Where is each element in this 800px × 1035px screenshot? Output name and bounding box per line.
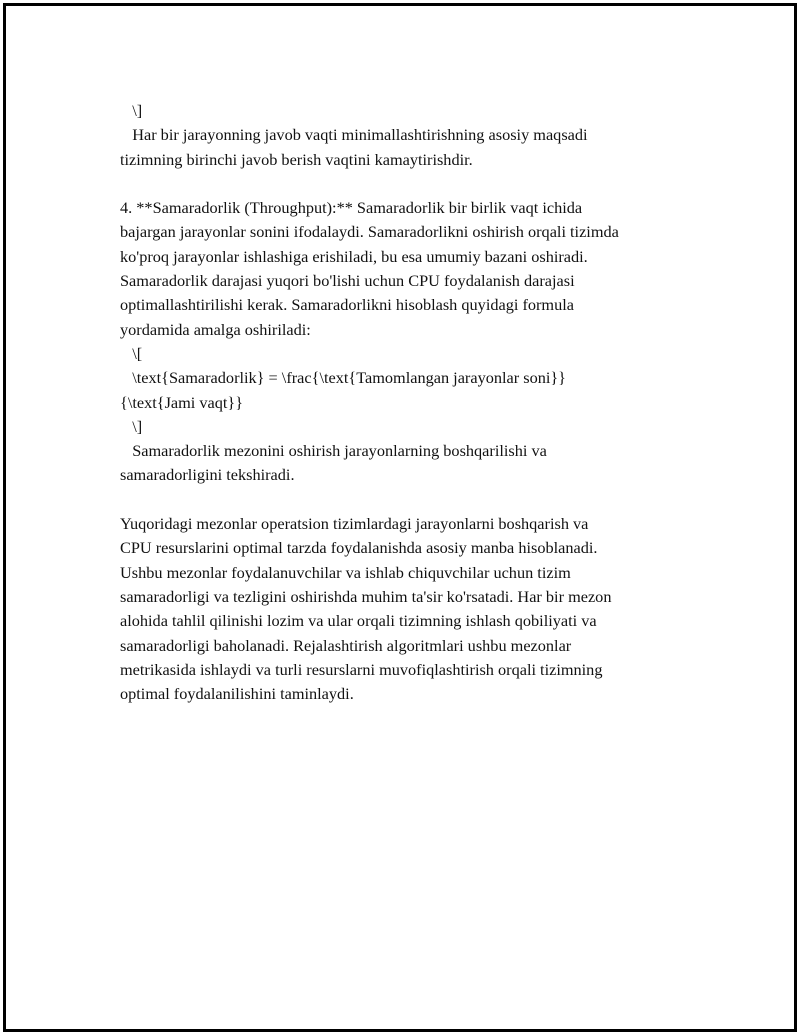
text-line: \] (120, 101, 143, 120)
text-line: alohida tahlil qilinishi lozim va ular orqali tizimning ishlash qobiliyati va (120, 611, 597, 631)
formula-line: \text{Samaradorlik} = \frac{\text{Tamomlangan jarayonlar soni}} (120, 368, 567, 388)
text-line: yordamida amalga oshiriladi: (120, 319, 311, 339)
text-line: 4. **Samaradorlik (Throughput):** Samaradorlik bir birlik vaqt ichida (120, 198, 583, 218)
formula-line: \[ (120, 343, 143, 363)
text-line: bajargan jarayonlar sonini ifodalaydi. Samaradorlikni oshirish orqali tizimda (120, 222, 619, 242)
text-line: optimallashtirilishi kerak. Samaradorlikni hisoblash quyidagi formula (120, 295, 574, 315)
paragraph-spacer (120, 172, 700, 196)
text-line: Har bir jarayonning javob vaqti minimallashtirishning asosiy maqsadi (120, 125, 588, 145)
paragraph-conclusion (120, 512, 700, 706)
text-line: tizimning birinchi javob berish vaqtini kamaytirishdir. (120, 149, 473, 169)
document-body (120, 99, 700, 706)
text-line: samaradorligi va tezligini oshirishda muhim ta'sir ko'rsatadi. Har bir mezon (120, 586, 612, 606)
text-line: Yuqoridagi mezonlar operatsion tizimlardagi jarayonlarni boshqarish va (120, 514, 589, 534)
text-line: metrikasida ishlaydi va turli resurslarni muvofiqlashtirish orqali tizimning (120, 659, 603, 679)
paragraph-spacer (120, 488, 700, 512)
page-frame (3, 3, 797, 1032)
paragraph-response-time-end (120, 99, 700, 172)
text-line: ko'proq jarayonlar ishlashiga erishiladi, bu esa umumiy bazani oshiradi. (120, 246, 588, 266)
formula-line: {\text{Jami vaqt}} (120, 392, 244, 412)
text-line: Samaradorlik darajasi yuqori bo'lishi uchun CPU foydalanish darajasi (120, 271, 575, 291)
text-line: samaradorligini tekshiradi. (120, 465, 295, 485)
text-line: samaradorligi baholanadi. Rejalashtirish algoritmlari ushbu mezonlar (120, 635, 572, 655)
formula-line: \] (120, 416, 143, 436)
text-line: optimal foydalanilishini taminlaydi. (120, 684, 354, 704)
paragraph-throughput (120, 196, 700, 488)
text-line: Ushbu mezonlar foydalanuvchilar va ishlab chiquvchilar uchun tizim (120, 562, 571, 582)
text-line: Samaradorlik mezonini oshirish jarayonlarning boshqarilishi va (120, 441, 547, 461)
text-line: CPU resurslarini optimal tarzda foydalanishda asosiy manba hisoblanadi. (120, 538, 598, 558)
